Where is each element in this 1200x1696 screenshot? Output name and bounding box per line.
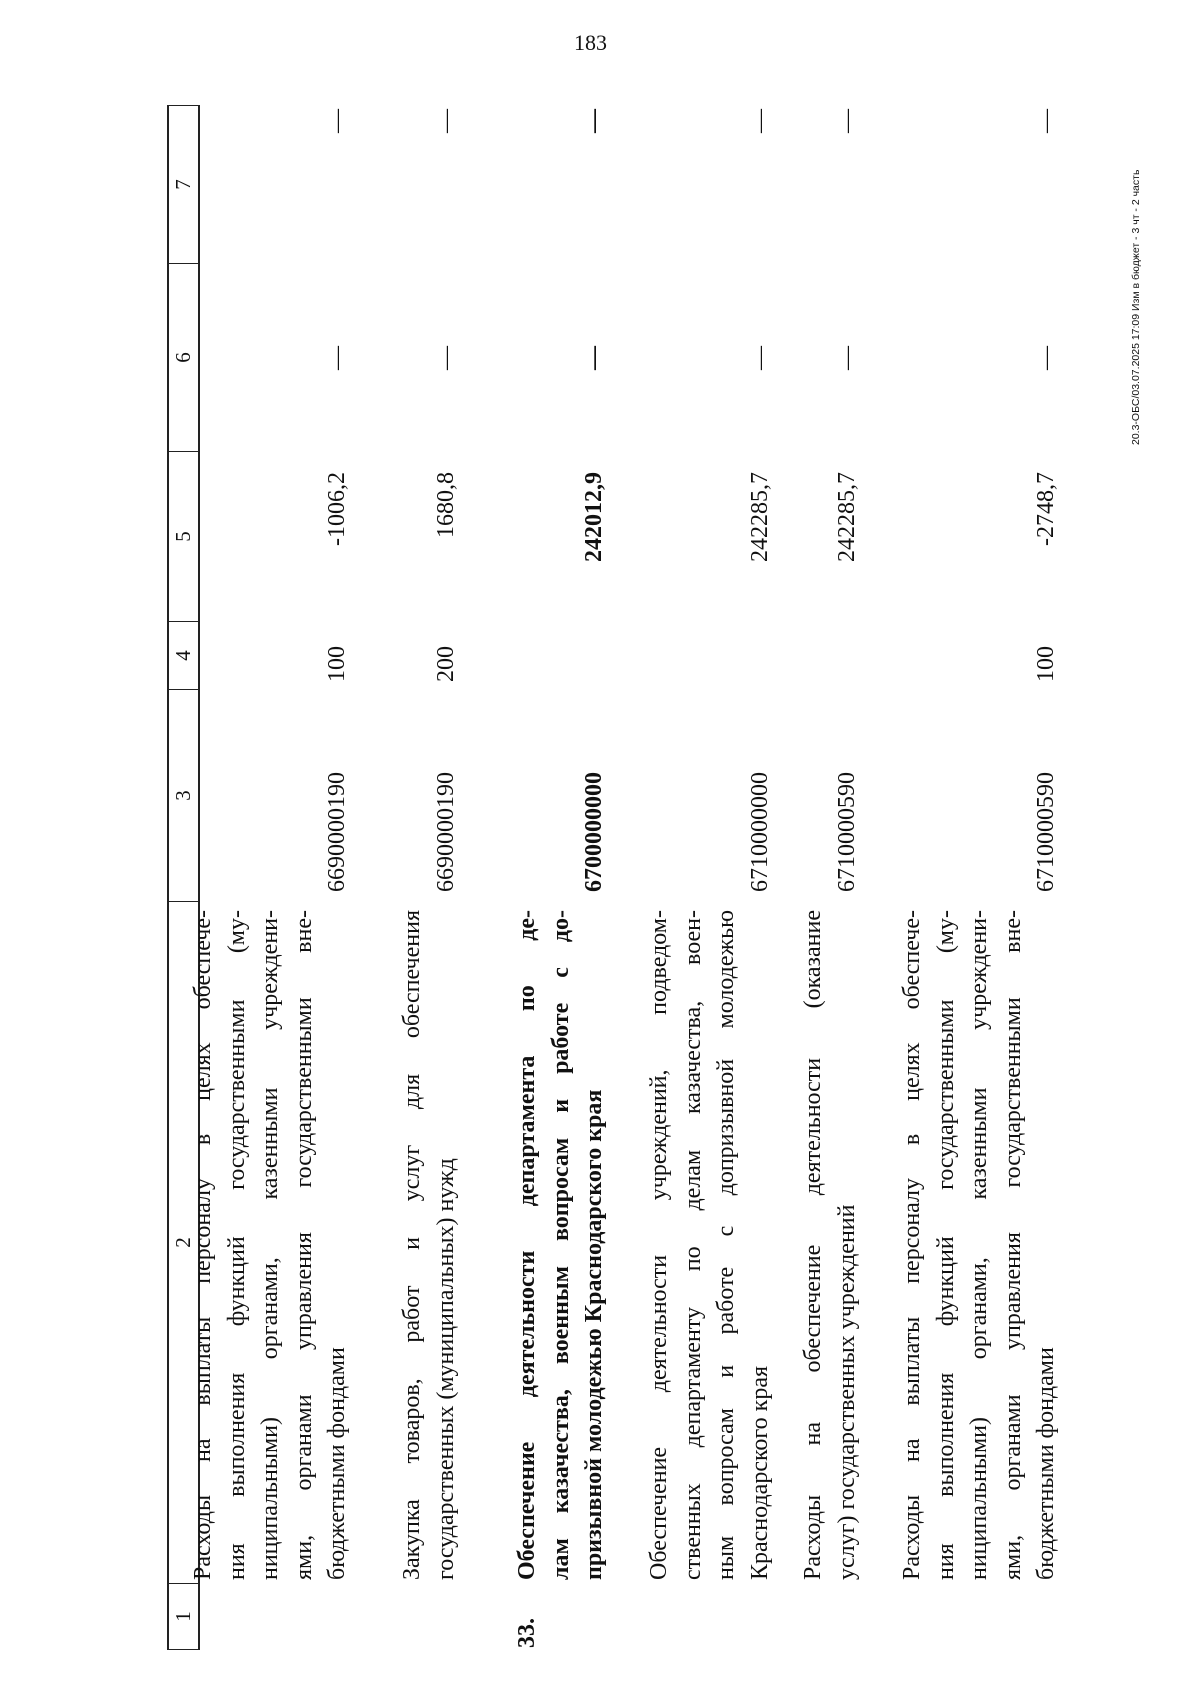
expense-type — [511, 622, 612, 690]
column-6-value — [511, 264, 612, 452]
row-name — [396, 902, 463, 1584]
column-header-4: 4 — [169, 622, 198, 690]
row-name-line: Обеспечение деятельности департамента по де- — [514, 910, 540, 1580]
target-code-text: 6710000590 — [833, 772, 860, 892]
expense-type — [396, 622, 463, 690]
column-7-value — [396, 105, 463, 264]
budget-table — [167, 105, 1067, 1650]
column-header-7: 7 — [169, 105, 198, 264]
column-7-value — [187, 105, 355, 264]
row-name-line: лам казачества, военным вопросам и работе с до- — [547, 910, 574, 1580]
expense-type-text: 100 — [1033, 646, 1059, 682]
row-name-line: Закупка товаров, работ и услуг для обеспечения — [399, 910, 425, 1580]
row-name-line: ственных департаменту по делам казачества, воен- — [679, 910, 706, 1580]
column-header-6: 6 — [169, 264, 198, 452]
target-code — [511, 690, 612, 902]
row-name-line: услуг) государственных учреждений — [833, 1204, 860, 1580]
column-6-value-text: — — [324, 346, 350, 370]
amount — [797, 452, 864, 622]
row-number — [896, 1584, 1064, 1650]
amount — [511, 452, 612, 622]
row-name-line: Обеспечение деятельности учреждений, подведом- — [646, 910, 672, 1580]
table-row — [396, 105, 463, 1650]
column-7-value — [511, 105, 612, 264]
row-name — [187, 902, 355, 1584]
amount-text: 242012,9 — [581, 472, 607, 562]
document-footer — [1128, 100, 1144, 445]
target-code-text: 6700000000 — [581, 772, 607, 892]
row-number — [396, 1584, 463, 1650]
target-code — [896, 690, 1064, 902]
expense-type-text: 100 — [324, 646, 350, 682]
column-6-value-text: — — [432, 346, 459, 370]
row-name-line: ния выполнения функций государственными (му- — [223, 910, 250, 1580]
amount-text: -2748,7 — [1033, 472, 1059, 546]
target-code — [187, 690, 355, 902]
target-code-text: 6690000190 — [324, 772, 350, 892]
column-7-value-text: — — [746, 109, 773, 133]
amount-text: 1680,8 — [432, 472, 459, 538]
amount — [643, 452, 777, 622]
expense-type — [187, 622, 355, 690]
target-code-text: 6690000190 — [432, 772, 459, 892]
row-name — [643, 902, 777, 1584]
target-code — [797, 690, 864, 902]
column-6-value — [896, 264, 1064, 452]
table-row — [797, 105, 864, 1650]
target-code — [643, 690, 777, 902]
row-name — [511, 902, 612, 1584]
page-number: 183 — [574, 30, 607, 55]
row-name-line: призывной молодежью Краснодарского края — [581, 1089, 607, 1580]
target-code — [396, 690, 463, 902]
column-7-value-text: — — [833, 109, 860, 133]
row-name-line: государственных (муниципальных) нужд — [432, 1158, 459, 1580]
table-row — [511, 105, 612, 1650]
target-code-text: 6710000000 — [746, 772, 773, 892]
row-number-text: 33. — [514, 1618, 540, 1648]
row-name-line: бюджетными фондами — [1033, 1347, 1059, 1580]
row-name-line: ным вопросам и работе с допризывной молодежью — [713, 910, 739, 1580]
expense-type-text: 200 — [432, 646, 459, 682]
column-6-value — [797, 264, 864, 452]
column-6-value — [643, 264, 777, 452]
amount-text: 242285,7 — [833, 472, 860, 562]
column-7-value-text: — — [324, 109, 350, 133]
row-number — [511, 1584, 612, 1650]
amount-text: 242285,7 — [746, 472, 773, 562]
column-6-value — [187, 264, 355, 452]
column-6-value-text: — — [581, 346, 607, 370]
column-7-value — [797, 105, 864, 264]
row-name-line: ями, органами управления государственными вне- — [999, 910, 1026, 1580]
column-header-1: 1 — [169, 1584, 198, 1650]
column-header-5: 5 — [169, 452, 198, 622]
row-name — [797, 902, 864, 1584]
row-name-line: Расходы на выплаты персоналу в целях обеспече- — [899, 910, 925, 1580]
row-name-line: ниципальными) органами, казенными учреждени- — [966, 910, 992, 1580]
expense-type — [797, 622, 864, 690]
expense-type — [896, 622, 1064, 690]
row-name-line: бюджетными фондами — [324, 1347, 350, 1580]
amount — [187, 452, 355, 622]
column-6-value-text: — — [1033, 346, 1059, 370]
row-name-line: Краснодарского края — [746, 1365, 773, 1580]
column-6-value-text: — — [833, 346, 860, 370]
column-header-3: 3 — [169, 690, 198, 902]
column-header-2: 2 — [169, 902, 198, 1584]
column-7-value — [643, 105, 777, 264]
amount — [896, 452, 1064, 622]
row-number — [797, 1584, 864, 1650]
column-7-value-text: — — [1033, 109, 1059, 133]
row-name-line: ями, органами управления государственными вне- — [290, 910, 317, 1580]
row-name-line: ния выполнения функций государственными (му- — [932, 910, 959, 1580]
footer-text: 20.3-ОБС/03.07.2025 17:09 Изм в бюджет - 3 чт - 2 часть — [1130, 169, 1142, 445]
table-row — [643, 105, 777, 1650]
column-7-value-text: — — [432, 109, 459, 133]
row-number — [643, 1584, 777, 1650]
column-7-value — [896, 105, 1064, 264]
amount-text: -1006,2 — [324, 472, 350, 546]
expense-type — [643, 622, 777, 690]
row-name-line: Расходы на обеспечение деятельности (оказание — [800, 910, 826, 1580]
target-code-text: 6710000590 — [1033, 772, 1059, 892]
table-row — [187, 105, 355, 1650]
row-name-line: Расходы на выплаты персоналу в целях обеспече- — [190, 910, 216, 1580]
column-7-value-text: — — [581, 109, 607, 133]
column-6-value-text: — — [746, 346, 773, 370]
row-name — [896, 902, 1064, 1584]
amount — [396, 452, 463, 622]
row-name-line: ниципальными) органами, казенными учреждени- — [257, 910, 283, 1580]
column-6-value — [396, 264, 463, 452]
table-row — [896, 105, 1064, 1650]
row-number — [187, 1584, 355, 1650]
